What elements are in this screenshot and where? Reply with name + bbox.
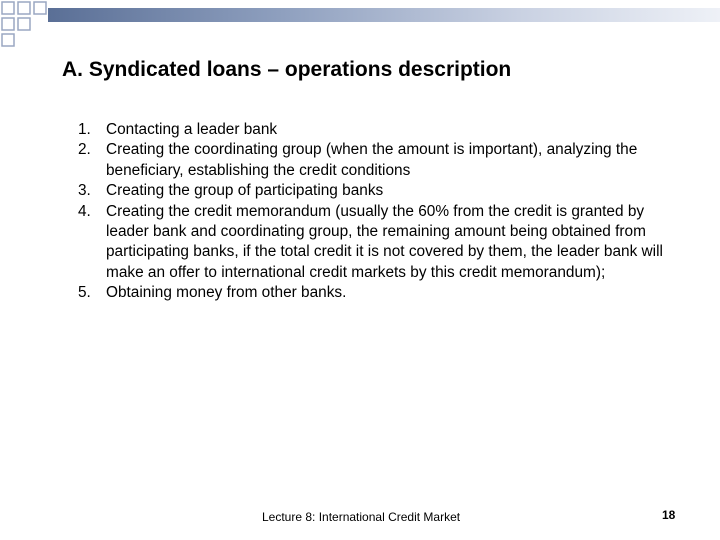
page-number: 18 xyxy=(662,508,676,522)
list-item-text: Creating the coordinating group (when the amount is important), analyzing the beneficiary, establishing the credit conditions xyxy=(106,141,638,179)
list-item-number: 1. xyxy=(78,121,91,138)
list-item-text: Creating the group of participating banks xyxy=(106,182,384,200)
list-item-number: 2. xyxy=(78,141,91,159)
slide-title: A. Syndicated loans – operations description xyxy=(62,58,512,81)
list-item xyxy=(78,140,668,181)
list-item-number: 5. xyxy=(78,284,91,302)
list-item-text: Creating the credit memorandum (usually the 60% from the credit is granted by leader bank and coordinating group, the remaining amount being obtained from participating banks, if the total credit it is not covered by them, the leader bank will make an offer to international credit markets by this credit memorandum); xyxy=(106,202,663,281)
list-item-number: 4. xyxy=(78,202,91,220)
header-gradient-bar xyxy=(48,8,720,22)
list-item xyxy=(78,120,668,140)
steps-list xyxy=(78,120,668,304)
corner-squares-decoration xyxy=(0,0,48,48)
list-item xyxy=(78,202,668,284)
footer-lecture-title: Lecture 8: International Credit Market xyxy=(262,510,461,524)
list-item-text: Obtaining money from other banks. xyxy=(106,284,347,302)
list-item-number: 3. xyxy=(78,182,91,200)
list-item xyxy=(78,181,668,201)
list-item xyxy=(78,283,668,303)
list-item-text: Contacting a leader bank xyxy=(106,121,278,138)
